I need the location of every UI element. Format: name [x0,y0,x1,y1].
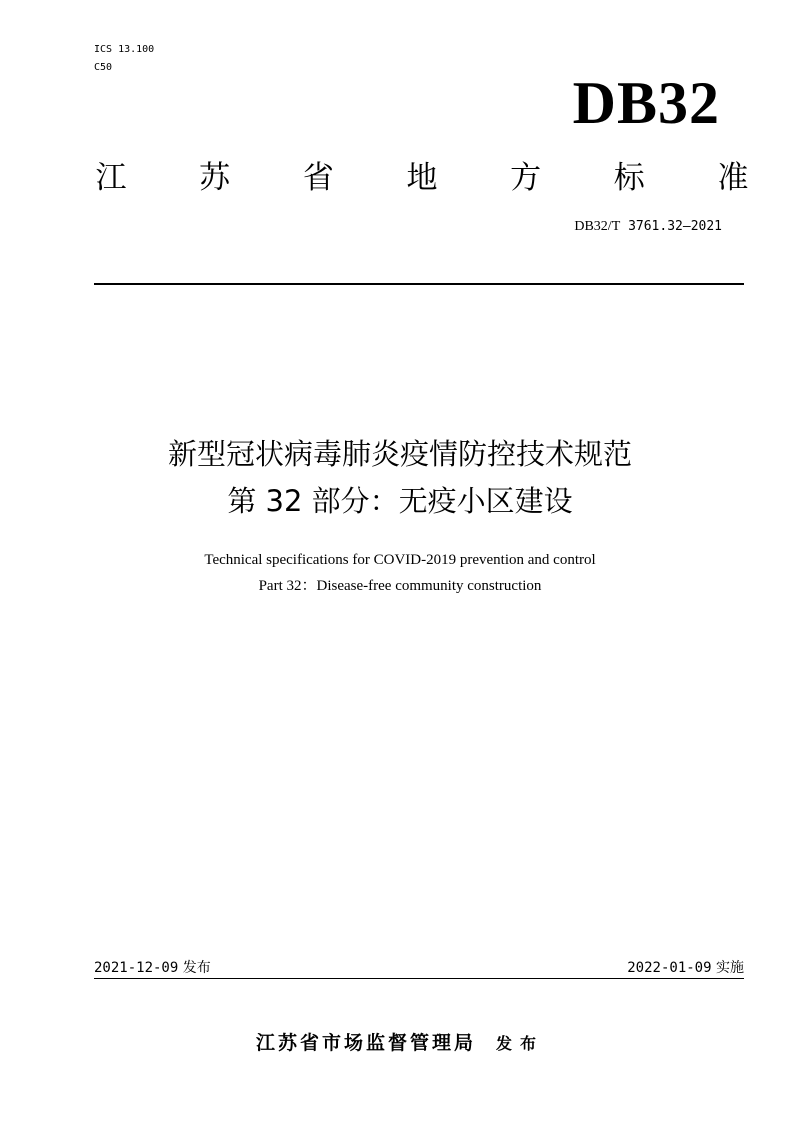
implement-date-value: 2022-01-09 [627,960,712,976]
standard-type-heading [94,158,750,198]
bottom-divider [94,978,744,979]
title-en-main: Technical specifications for COVID-2019 prevention and control [204,552,596,568]
standard-type-char: 省 [302,160,334,196]
standard-type-char: 标 [613,160,645,196]
standard-type-char: 苏 [199,160,231,196]
top-divider [94,283,744,285]
standard-type-char: 方 [510,160,542,196]
ics-code: ICS 13.100 [94,44,155,55]
standard-type-char: 江 [95,160,127,196]
issuer-name: 江苏省市场监督管理局 [255,1032,476,1054]
db-code: DB32 [572,70,720,136]
title-zh-part: 第 32 部分：无疫小区建设 [227,484,573,518]
issue-date-label: 发布 [178,960,211,976]
standard-number-prefix: DB32/T [574,219,621,234]
issue-word: 发布 [496,1034,545,1053]
title-zh-main: 新型冠状病毒肺炎疫情防控技术规范 [167,437,632,471]
standard-number [574,218,722,236]
issue-date-value: 2021-12-09 [94,960,179,976]
issue-date [94,958,211,978]
issuer-row [0,1028,800,1055]
implement-date-label: 实施 [711,960,744,976]
title-en-part: Part 32：Disease-free community construction [258,578,542,594]
standard-number-value: 3761.32—2021 [620,219,722,234]
implement-date [627,958,744,978]
standard-type-char: 地 [406,160,438,196]
standard-type-char: 准 [717,160,749,196]
ccs-code: C50 [94,62,113,73]
